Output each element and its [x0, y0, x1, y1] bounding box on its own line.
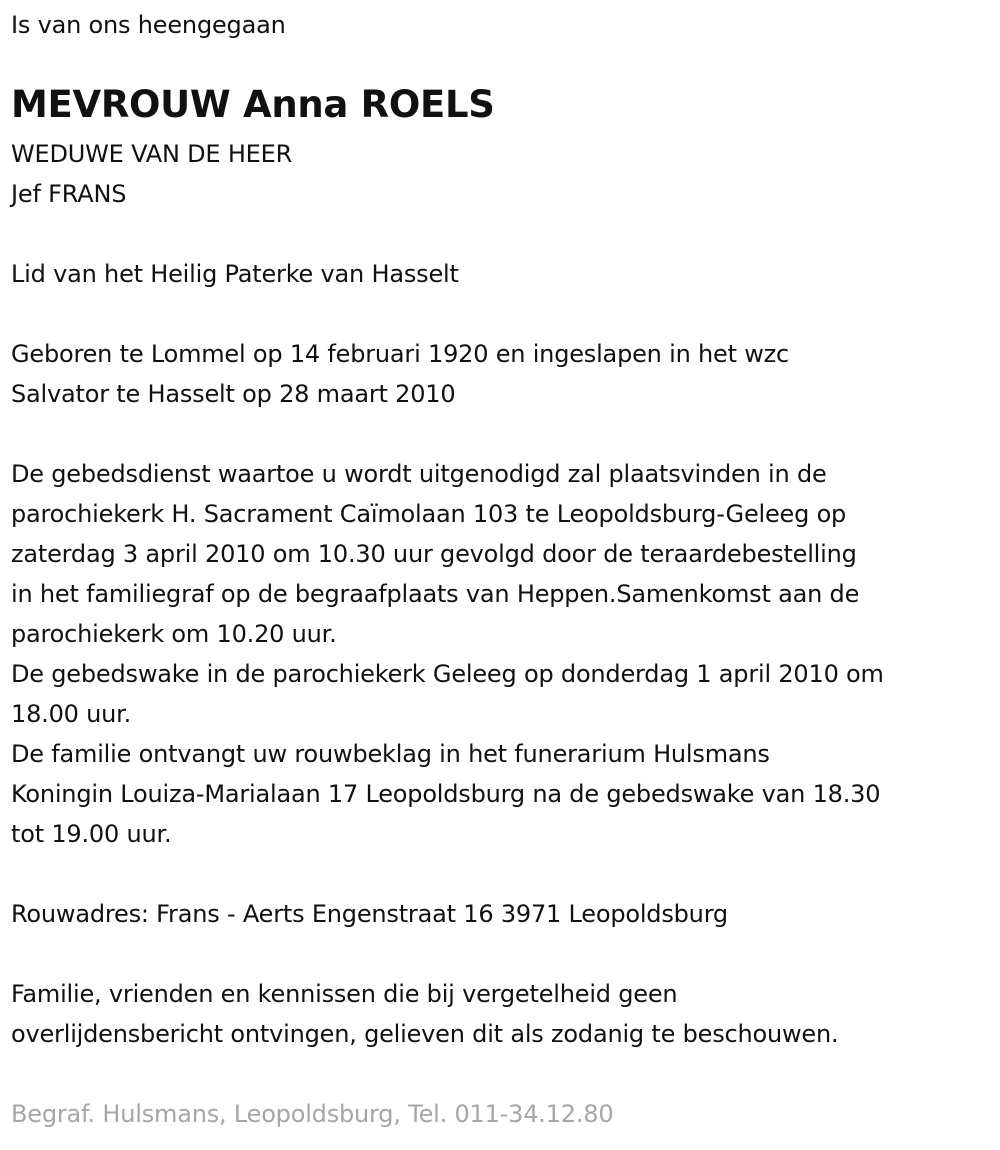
- notice-line: Familie, vrienden en kennissen die bij vergetelheid geen: [11, 980, 678, 1008]
- service-line: De familie ontvangt uw rouwbeklag in het funerarium Hulsmans: [11, 740, 770, 768]
- address-block: [11, 894, 728, 934]
- spouse-line-1: WEDUWE VAN DE HEER: [11, 140, 293, 168]
- service-line: zaterdag 3 april 2010 om 10.30 uur gevolgd door de teraardebestelling: [11, 540, 857, 568]
- service-line: in het familiegraf op de begraafplaats van Heppen.Samenkomst aan de: [11, 580, 860, 608]
- birth-death-block: [11, 334, 789, 414]
- birth-death-line: Salvator te Hasselt op 28 maart 2010: [11, 380, 456, 408]
- service-block: [11, 454, 884, 854]
- service-line: Koningin Louiza-Marialaan 17 Leopoldsburg na de gebedswake van 18.30: [11, 780, 881, 808]
- mourning-address: Rouwadres: Frans - Aerts Engenstraat 16 3971 Leopoldsburg: [11, 900, 728, 928]
- service-line: De gebedsdienst waartoe u wordt uitgenodigd zal plaatsvinden in de: [11, 460, 827, 488]
- funeral-home-footer: Begraf. Hulsmans, Leopoldsburg, Tel. 011-34.12.80: [11, 1100, 614, 1128]
- notice-line: overlijdensbericht ontvingen, gelieven dit als zodanig te beschouwen.: [11, 1020, 839, 1048]
- spouse-line-2: Jef FRANS: [11, 180, 127, 208]
- birth-death-line: Geboren te Lommel op 14 februari 1920 en ingeslapen in het wzc: [11, 340, 790, 368]
- footer-block: [11, 1094, 613, 1134]
- service-line: parochiekerk om 10.20 uur.: [11, 620, 337, 648]
- membership-block: [11, 254, 459, 294]
- notice-block: [11, 974, 838, 1054]
- membership-text: Lid van het Heilig Paterke van Hasselt: [11, 260, 459, 288]
- deceased-name: MEVROUW Anna ROELS: [11, 83, 495, 126]
- spouse-block: [11, 134, 292, 214]
- intro-text: Is van ons heengegaan: [11, 11, 286, 39]
- service-line: 18.00 uur.: [11, 700, 132, 728]
- service-line: parochiekerk H. Sacrament Caïmolaan 103 te Leopoldsburg-Geleeg op: [11, 500, 847, 528]
- service-line: tot 19.00 uur.: [11, 820, 172, 848]
- service-line: De gebedswake in de parochiekerk Geleeg op donderdag 1 april 2010 om: [11, 660, 884, 688]
